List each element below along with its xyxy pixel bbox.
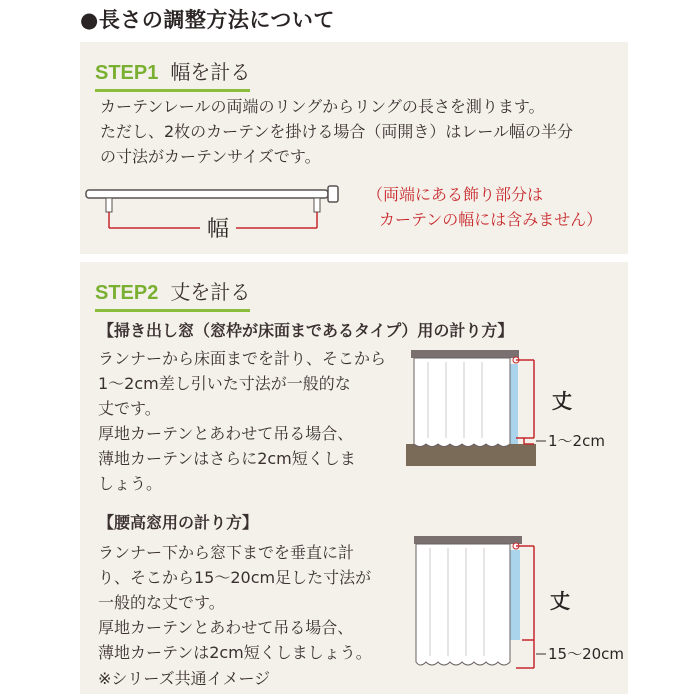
measure-label: 15～20cm bbox=[548, 645, 625, 663]
rail-bracket-left bbox=[106, 198, 112, 212]
rail-bar bbox=[86, 190, 328, 198]
step1-note bbox=[367, 182, 602, 232]
curtain-rail bbox=[414, 536, 522, 544]
waist-line: り、そこから15～20cm足した寸法が bbox=[98, 568, 372, 587]
floor-surface bbox=[406, 444, 536, 466]
measure-label: 1～2cm bbox=[548, 432, 605, 450]
width-label: 幅 bbox=[206, 217, 230, 242]
waist-window-description bbox=[98, 540, 372, 665]
step1-label: STEP1 bbox=[95, 62, 159, 84]
length-label: 丈 bbox=[552, 389, 572, 413]
curtain-rail bbox=[411, 350, 519, 358]
footnote: ※シリーズ共通イメージ bbox=[98, 669, 271, 688]
waist-line: 薄地カーテンは2cm短くしましょう。 bbox=[98, 643, 372, 662]
step1-line: の寸法がカーテンサイズです。 bbox=[100, 147, 321, 166]
waist-window-diagram bbox=[410, 532, 625, 682]
step2-panel bbox=[80, 262, 628, 694]
note-line: （両端にある飾り部分は bbox=[367, 185, 544, 204]
step1-line: カーテンレールの両端のリングからリングの長さを測ります。 bbox=[100, 97, 545, 116]
waist-window-heading: 【腰高窓用の計り方】 bbox=[98, 513, 259, 532]
step1-description bbox=[100, 94, 573, 169]
waist-line: 厚地カーテンとあわせて吊る場合、 bbox=[98, 618, 354, 637]
step1-title-text: 幅を計る bbox=[170, 60, 251, 84]
floor-line: 厚地カーテンとあわせて吊る場合、 bbox=[98, 424, 354, 443]
floor-line: しょう。 bbox=[98, 474, 163, 493]
page-heading: ●長さの調整方法について bbox=[80, 8, 335, 32]
note-line: カーテンの幅には含みません） bbox=[379, 210, 603, 229]
length-label: 丈 bbox=[550, 589, 570, 613]
floor-line: 薄地カーテンはさらに2cm短くしま bbox=[98, 449, 356, 468]
floor-window-diagram bbox=[406, 346, 621, 476]
waist-line: ランナー下から窓下までを垂直に計 bbox=[98, 543, 355, 562]
floor-window-heading: 【掃き出し窓（窓枠が床面まであるタイプ）用の計り方】 bbox=[98, 321, 514, 340]
step1-line: ただし、2枚のカーテンを掛ける場合（両開き）はレール幅の半分 bbox=[100, 122, 574, 141]
rail-bracket-right bbox=[314, 198, 320, 212]
floor-line: 丈です。 bbox=[98, 399, 161, 418]
step2-title bbox=[95, 276, 250, 312]
step2-label: STEP2 bbox=[95, 282, 159, 304]
floor-window-description bbox=[98, 346, 386, 496]
floor-line: 1～2cm差し引いた寸法が一般的な bbox=[98, 374, 351, 393]
floor-line: ランナーから床面までを計り、そこから bbox=[98, 349, 387, 368]
step1-title bbox=[95, 56, 250, 92]
curtain-rail-diagram bbox=[80, 180, 350, 250]
step1-panel bbox=[80, 42, 628, 254]
step2-title-text: 丈を計る bbox=[170, 280, 251, 304]
waist-line: 一般的な丈です。 bbox=[98, 593, 225, 612]
rail-finial-right bbox=[328, 186, 338, 202]
